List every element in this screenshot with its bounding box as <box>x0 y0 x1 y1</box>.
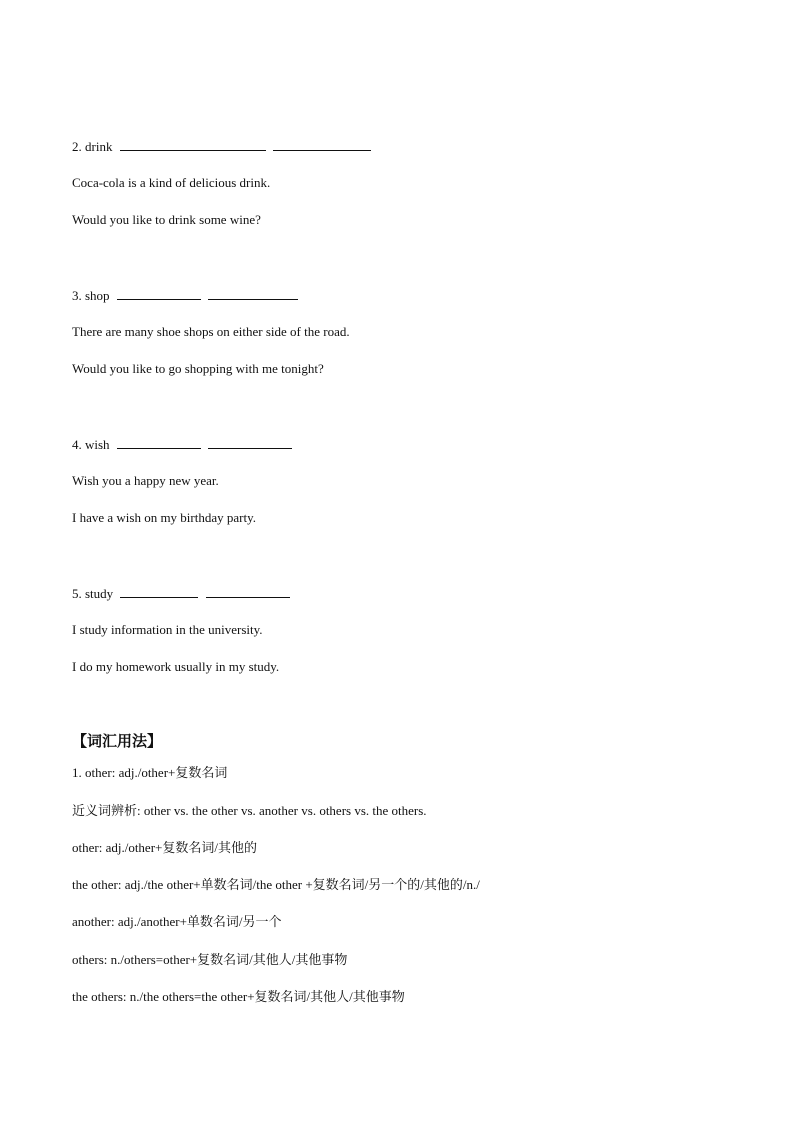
answer-blank-1[interactable] <box>120 138 266 151</box>
example-sentence: Would you like to drink some wine? <box>72 212 261 227</box>
example-sentence: Would you like to go shopping with me tonight? <box>72 361 324 376</box>
exercise-item-wish <box>72 436 292 453</box>
example-sentence: Coca-cola is a kind of delicious drink. <box>72 175 271 190</box>
vocab-line: another: adj./another+单数名词/另一个 <box>72 914 282 929</box>
item-label: 4. wish <box>72 437 110 452</box>
example-sentence: I do my homework usually in my study. <box>72 659 280 674</box>
item-label: 5. study <box>72 586 114 601</box>
vocab-line: 1. other: adj./other+复数名词 <box>72 765 228 780</box>
answer-blank-2[interactable] <box>206 585 290 598</box>
answer-blank-2[interactable] <box>273 138 371 151</box>
example-sentence: I have a wish on my birthday party. <box>72 510 256 525</box>
exercise-item-shop <box>72 287 298 304</box>
vocab-line: the others: n./the others=the other+复数名词/其他人/其他事物 <box>72 989 405 1004</box>
example-sentence: I study information in the university. <box>72 622 263 637</box>
answer-blank-2[interactable] <box>208 436 292 449</box>
answer-blank-1[interactable] <box>120 585 198 598</box>
exercise-item-study <box>72 585 290 602</box>
item-label: 2. drink <box>72 139 113 154</box>
answer-blank-1[interactable] <box>117 287 201 300</box>
section-heading: 【词汇用法】 <box>72 732 163 750</box>
vocab-line: the other: adj./the other+单数名词/the other +复数名词/另一个的/其他的/n./ <box>72 877 480 892</box>
vocab-line: other: adj./other+复数名词/其他的 <box>72 840 257 855</box>
example-sentence: There are many shoe shops on either side of the road. <box>72 324 350 339</box>
answer-blank-2[interactable] <box>208 287 298 300</box>
answer-blank-1[interactable] <box>117 436 201 449</box>
exercise-item-drink <box>72 138 371 155</box>
vocab-line: others: n./others=other+复数名词/其他人/其他事物 <box>72 952 348 967</box>
example-sentence: Wish you a happy new year. <box>72 473 219 488</box>
item-label: 3. shop <box>72 288 110 303</box>
vocab-line: 近义词辨析: other vs. the other vs. another vs. others vs. the others. <box>72 803 427 818</box>
